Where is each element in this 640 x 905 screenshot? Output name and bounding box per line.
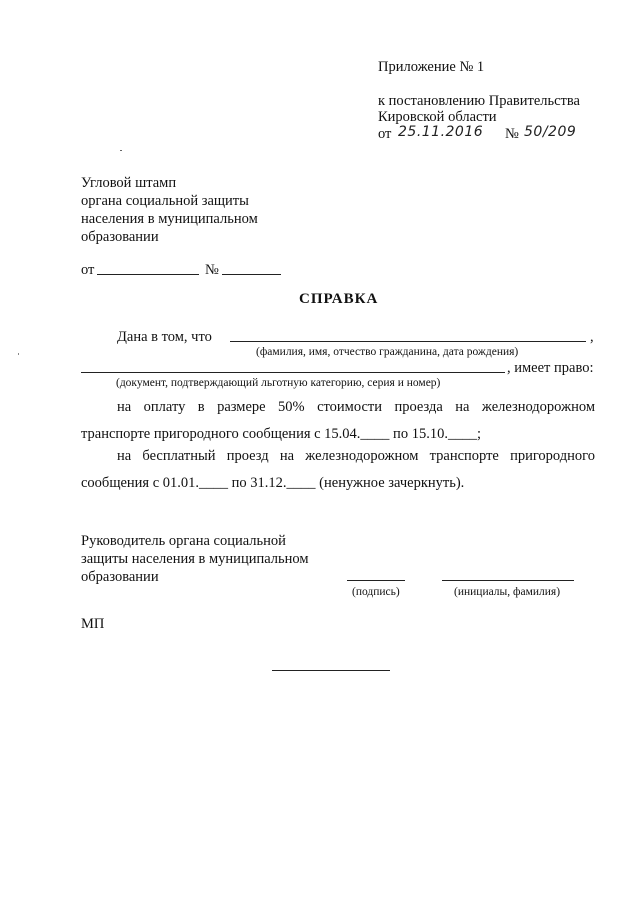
- scan-speck: [120, 150, 122, 151]
- citizen-name-hint: (фамилия, имя, отчество гражданина, дата рождения): [256, 346, 519, 358]
- resolution-date-prefix: от: [378, 126, 392, 142]
- citizen-name-field[interactable]: [230, 341, 586, 342]
- document-title: СПРАВКА: [299, 291, 379, 307]
- initials-surname-field[interactable]: [442, 580, 574, 581]
- stamp-line-3: населения в муниципальном: [81, 211, 258, 227]
- signature-field[interactable]: [347, 580, 405, 581]
- resolution-line-1: к постановлению Правительства: [378, 93, 580, 109]
- scan-speck: [18, 353, 19, 355]
- appendix-title: Приложение № 1: [378, 59, 485, 75]
- stamp-line-1: Угловой штамп: [81, 175, 177, 191]
- has-right-label: , имеет право:: [507, 360, 594, 376]
- outgoing-from-label: от: [81, 262, 95, 278]
- outgoing-number-field[interactable]: [222, 274, 281, 275]
- head-title-line-1: Руководитель органа социальной: [81, 533, 286, 549]
- paragraph-2-line-2: сообщения с 01.01.____ по 31.12.____ (ненужное зачеркнуть).: [81, 475, 465, 491]
- citizen-name-comma: ,: [590, 329, 594, 345]
- signature-hint: (подпись): [352, 586, 400, 598]
- benefit-document-field[interactable]: [81, 372, 505, 373]
- resolution-number-handwritten: 50/209: [524, 124, 577, 140]
- stamp-line-2: органа социальной защиты: [81, 193, 249, 209]
- paragraph-1-line-2: транспорте пригородного сообщения с 15.04.____ по 15.10.____;: [81, 426, 481, 442]
- paragraph-2-line-1: на бесплатный проезд на железнодорожном транспорте пригородного: [117, 448, 595, 464]
- head-title-line-3: образовании: [81, 569, 159, 585]
- bottom-separator: [272, 670, 390, 671]
- outgoing-number-label: №: [205, 262, 219, 278]
- outgoing-date-field[interactable]: [97, 274, 199, 275]
- given-label: Дана в том, что: [117, 329, 212, 345]
- resolution-date-handwritten: 25.11.2016: [398, 124, 484, 140]
- paragraph-1-line-1: на оплату в размере 50% стоимости проезда на железнодорожном: [117, 399, 595, 415]
- stamp-line-4: образовании: [81, 229, 159, 245]
- initials-surname-hint: (инициалы, фамилия): [454, 586, 561, 598]
- benefit-document-hint: (документ, подтверждающий льготную категорию, серия и номер): [116, 377, 441, 389]
- head-title-line-2: защиты населения в муниципальном: [81, 551, 309, 567]
- resolution-line-2: Кировской области: [378, 109, 497, 125]
- resolution-number-prefix: №: [505, 126, 519, 142]
- seal-label: МП: [81, 616, 105, 632]
